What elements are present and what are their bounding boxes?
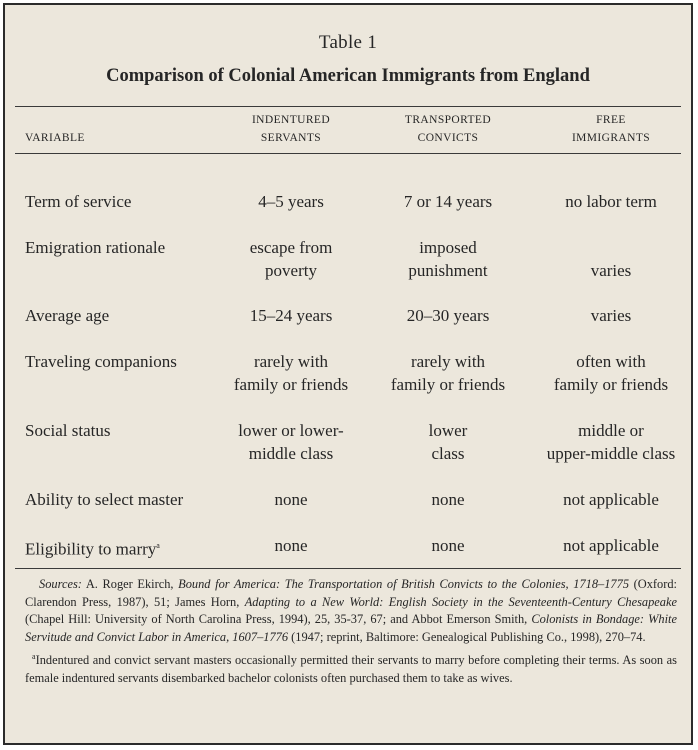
cell-indentured: none [274,490,308,509]
sources-note: Sources: A. Roger Ekirch, Bound for America: The Transportation of British Convicts to the Colonies, 1718–1775 (Oxford: Clarendon Press, 1987), 51; James Horn, Adapting to a New World: English Society in the Seventeenth-Century Chesapeake (Chapel Hill: University of North Carolina Press, 1994), 25, 35-37, 67; and Abbot Emerson Smith, Colonists in Bondage: White Servitude and Convict Labor in America, 1607–1776 (1947; reprint, Baltimore: Genealogical Publishing Co., 1998), 270–74. [25,577,678,644]
row-variable: Average age [25,306,110,325]
row-variable: Eligibility to marry$^a$ [25,539,160,559]
cell-convicts: imposed punishment [408,238,488,280]
footnote-marker: a [156,541,160,550]
cell-indentured: 4–5 years [258,192,324,211]
cell-indentured: rarely with family or friends [233,352,349,394]
cell-free: often with family or friends [553,352,669,394]
cell-indentured: none [274,536,308,555]
cell-convicts: 20–30 years [406,306,490,325]
row-variable: Ability to select master [25,490,184,509]
cell-indentured: escape from poverty [249,238,333,280]
row-variable: Social status [25,421,111,440]
cell-free: not applicable [563,536,659,555]
cell-indentured: 15–24 years [249,306,333,325]
cell-convicts: none [431,490,465,509]
footnote: $^a$Indentured and convict servant masters occasionally permitted their servants to marry before completing their terms. As soon as female indentured servants disembarked bachelor colonists often purchased them to take as wives. [25,652,677,685]
table-notes [25,576,677,687]
table-label: Table 1 [318,32,378,53]
cell-free: no labor term [565,192,657,211]
cell-free: not applicable [563,490,659,509]
cell-free: middle or upper-middle class [546,421,676,463]
table-page [3,3,693,745]
bottom-rule [15,568,681,569]
cell-convicts: 7 or 14 years [403,192,493,211]
top-rule [15,106,681,107]
table-title: Comparison of Colonial American Immigrants from England [106,66,590,86]
row-variable: Traveling companions [25,352,177,371]
cell-convicts: rarely with family or friends [390,352,506,394]
header-free-immigrants: FREE IMMIGRANTS [571,114,651,144]
row-variable: Emigration rationale [25,238,166,257]
cell-free: varies [590,261,632,280]
header-transported-convicts: TRANSPORTED CONVICTS [404,114,492,144]
row-variable: Term of service [25,192,132,211]
cell-convicts: none [431,536,465,555]
cell-convicts: lower class [428,421,468,463]
header-rule [15,153,681,154]
header-indentured-servants: INDENTURED SERVANTS [251,114,331,144]
cell-free: varies [590,306,632,325]
header-variable: VARIABLE [25,132,85,144]
cell-indentured: lower or lower- middle class [238,421,344,463]
